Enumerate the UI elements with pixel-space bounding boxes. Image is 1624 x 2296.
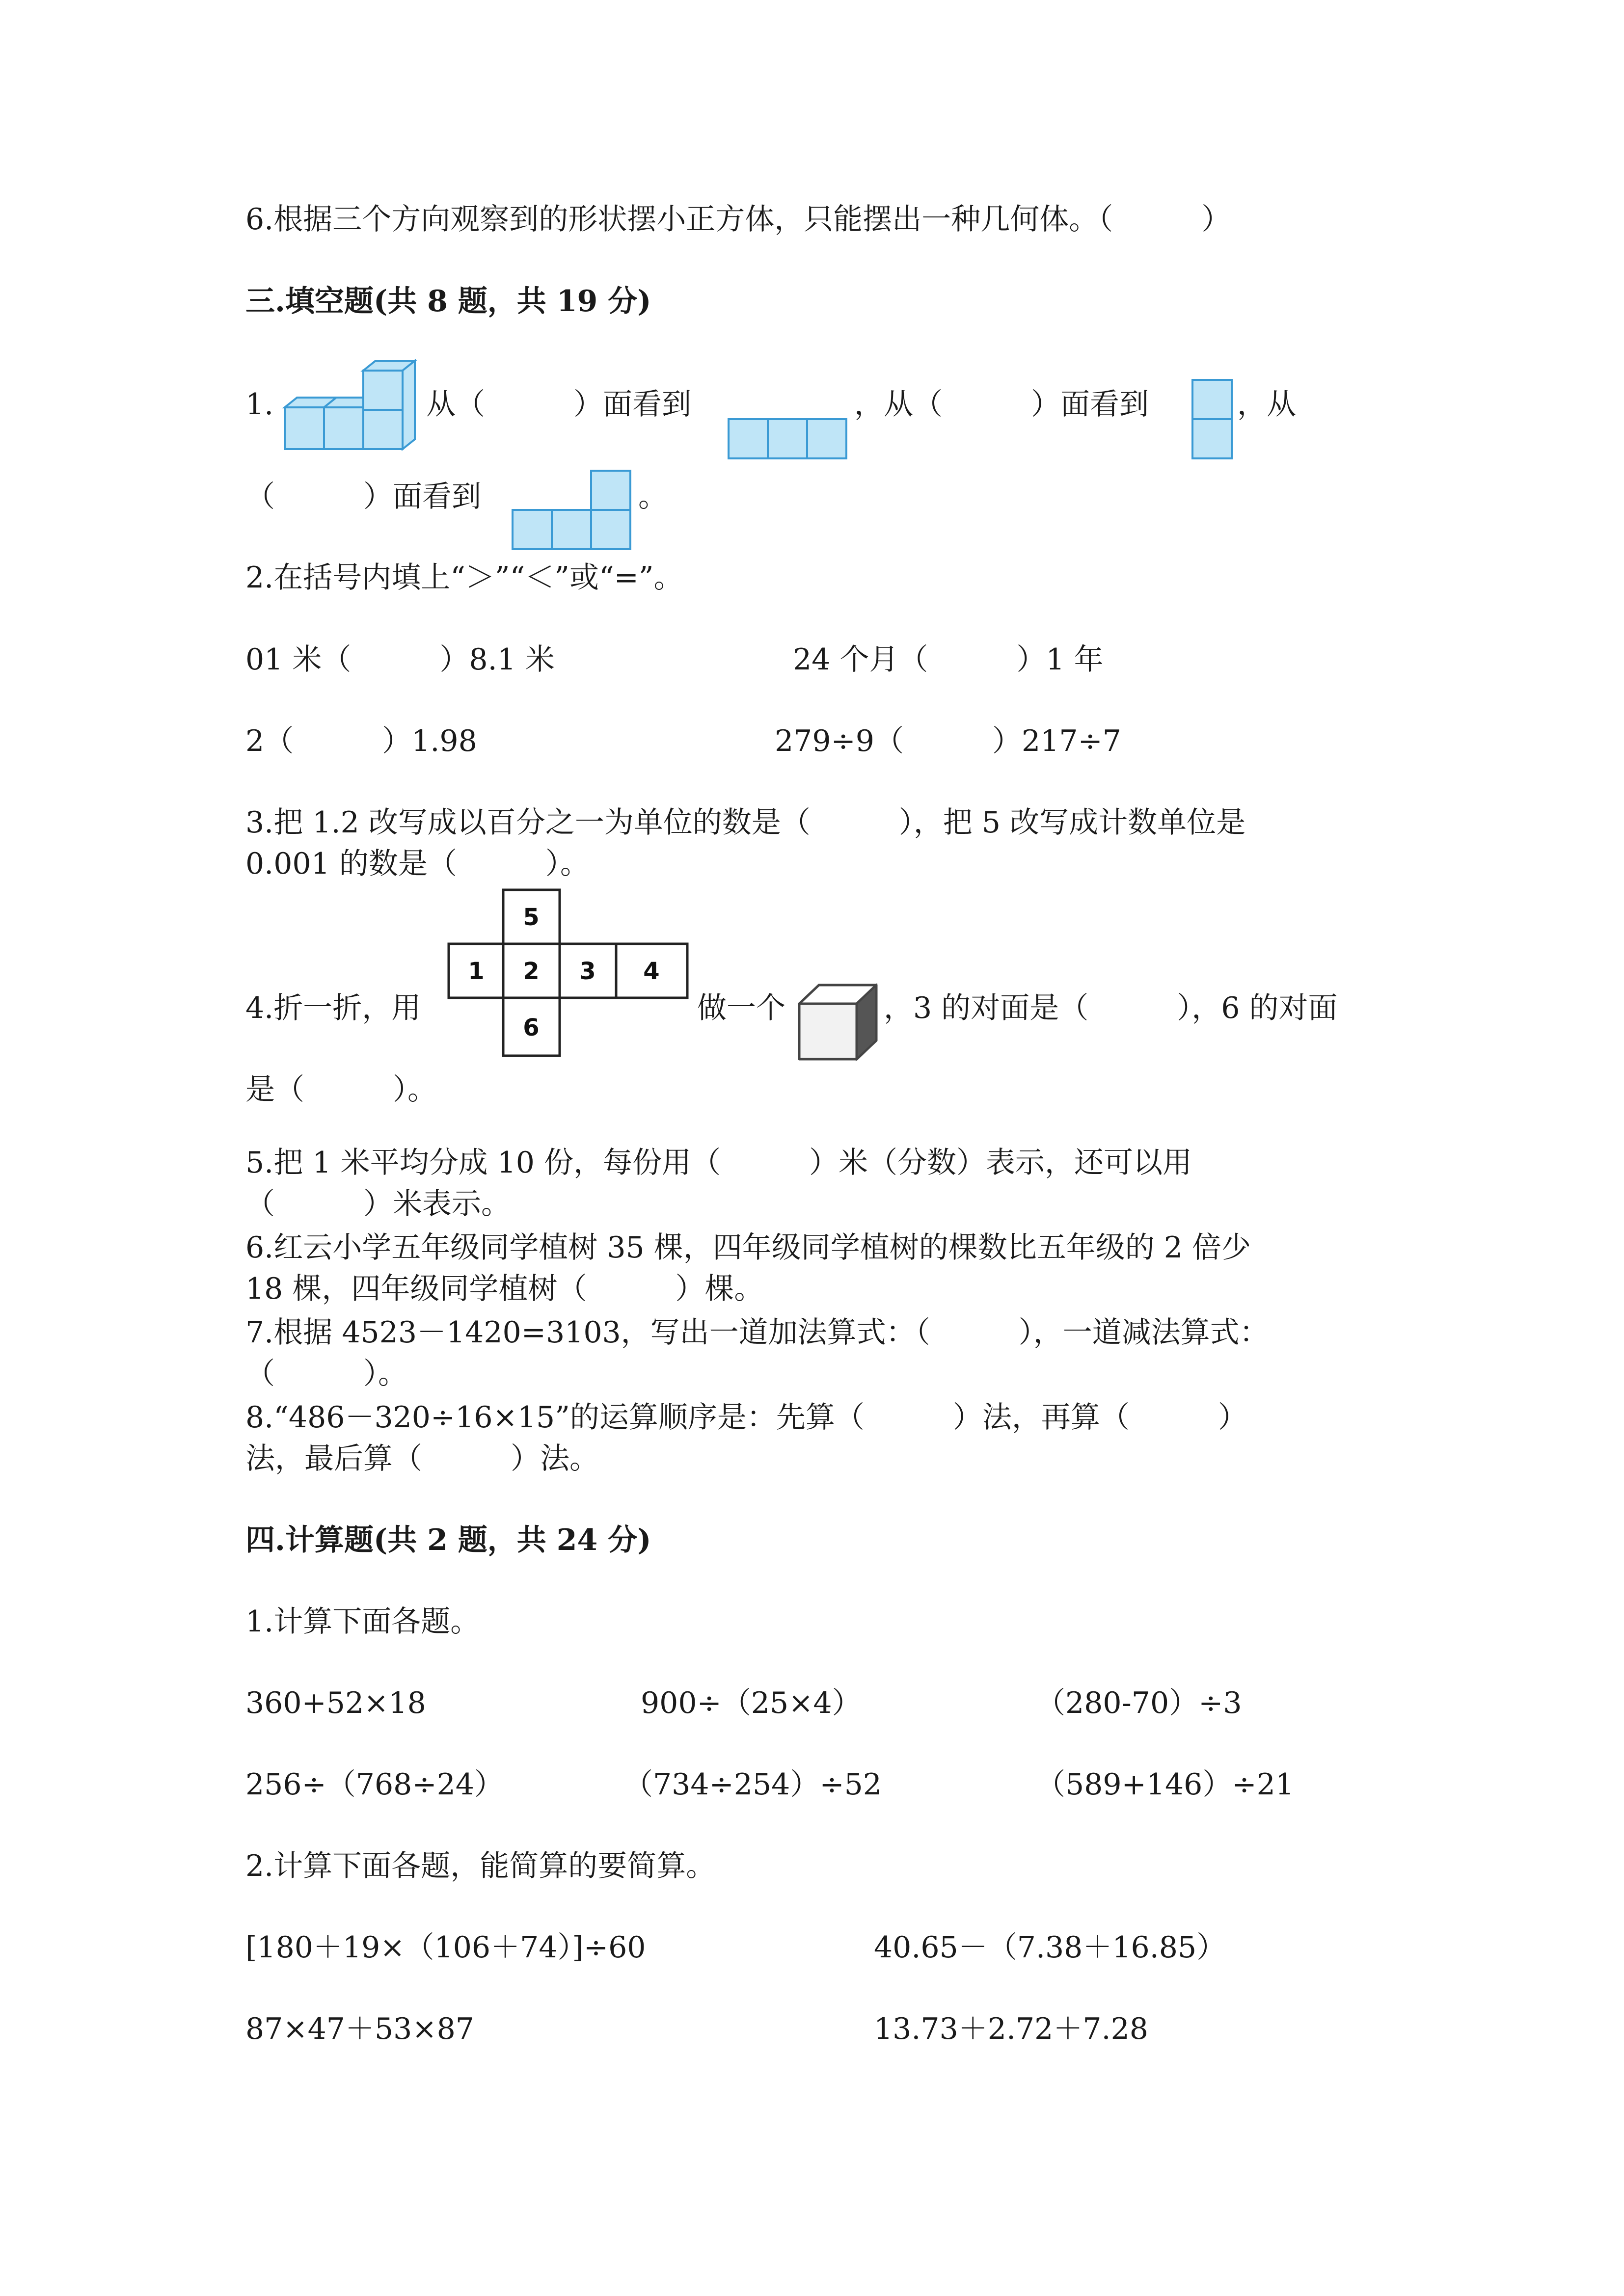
net-face-4: 4 bbox=[643, 958, 660, 985]
q3-4-text-a: 4.折一折，用 bbox=[245, 991, 421, 1025]
side-view-figure bbox=[1191, 378, 1235, 461]
net-face-5: 5 bbox=[523, 904, 540, 931]
q4-2-stem: 2.计算下面各题，能简算的要简算。 bbox=[245, 1849, 716, 1883]
section-3-heading: 三.填空题(共 8 题，共 19 分) bbox=[245, 284, 651, 319]
cube-figure bbox=[795, 979, 884, 1065]
net-face-6: 6 bbox=[523, 1014, 540, 1041]
q3-1-number: 1. bbox=[245, 387, 274, 422]
q4-1-r2c2: （734÷254）÷52 bbox=[623, 1767, 882, 1802]
net-face-2: 2 bbox=[523, 958, 540, 985]
q3-4-text-c: ，3 的对面是（ ），6 的对面 bbox=[884, 991, 1338, 1025]
q3-6-line2: 18 棵，四年级同学植树（ ）棵。 bbox=[245, 1272, 764, 1306]
q4-1-r2c3: （589+146）÷21 bbox=[1036, 1767, 1294, 1802]
q4-2-r2c2: 13.73＋2.72＋7.28 bbox=[874, 2012, 1148, 2046]
q4-2-r1c1: [180＋19×（106＋74）]÷60 bbox=[245, 1930, 646, 1965]
q3-2-stem: 2.在括号内填上“＞”“＜”或“=”。 bbox=[245, 561, 683, 595]
cube-net-figure bbox=[447, 886, 692, 1063]
q3-8-line1: 8.“486－320÷16×15”的运算顺序是：先算（ ）法，再算（ ） bbox=[245, 1400, 1247, 1435]
q3-2-r1c1: 01 米（ ）8.1 米 bbox=[245, 642, 555, 677]
q4-1-stem: 1.计算下面各题。 bbox=[245, 1604, 480, 1639]
q3-4-line2: 是（ ）。 bbox=[245, 1072, 437, 1107]
q4-2-r2c1: 87×47＋53×87 bbox=[245, 2012, 474, 2046]
q3-7-line1: 7.根据 4523－1420=3103，写出一道加法算式：（ ），一道减法算式： bbox=[245, 1315, 1269, 1350]
net-face-3: 3 bbox=[579, 958, 596, 985]
q3-5-line2: （ ）米表示。 bbox=[245, 1187, 511, 1221]
q4-1-r1c1: 360+52×18 bbox=[245, 1686, 426, 1720]
q3-1-text-c: ，从 bbox=[1237, 387, 1296, 422]
q3-6-line1: 6.红云小学五年级同学植树 35 棵，四年级同学植树的棵数比五年级的 2 倍少 bbox=[245, 1230, 1251, 1265]
q4-2-r1c2: 40.65－（7.38＋16.85） bbox=[874, 1930, 1226, 1965]
q3-1-text-e: 。 bbox=[638, 480, 668, 514]
q3-5-line1: 5.把 1 米平均分成 10 份，每份用（ ）米（分数）表示，还可以用 bbox=[245, 1146, 1192, 1180]
q4-1-r1c2: 900÷（25×4） bbox=[641, 1686, 862, 1720]
q3-4-text-b: 做一个 bbox=[697, 991, 785, 1025]
q3-3-line2: 0.001 的数是（ ）。 bbox=[245, 847, 590, 881]
front-view-figure bbox=[727, 417, 849, 461]
net-face-1: 1 bbox=[468, 958, 485, 985]
q4-1-r2c1: 256÷（768÷24） bbox=[245, 1767, 504, 1802]
q3-2-r2c1: 2（ ）1.98 bbox=[245, 724, 477, 758]
q3-1-text-b: ，从（ ）面看到 bbox=[854, 387, 1149, 422]
q3-3-line1: 3.把 1.2 改写成以百分之一为单位的数是（ ），把 5 改写成计数单位是 bbox=[245, 805, 1246, 840]
q3-7-line2: （ ）。 bbox=[245, 1357, 407, 1391]
top-view-figure bbox=[511, 469, 638, 552]
q3-1-text-d: （ ）面看到 bbox=[245, 480, 481, 514]
q4-1-r1c3: （280-70）÷3 bbox=[1036, 1686, 1242, 1720]
question-2-6: 6.根据三个方向观察到的形状摆小正方体，只能摆出一种几何体。（ ） bbox=[245, 202, 1231, 237]
cube-stack-figure bbox=[280, 358, 427, 461]
q3-2-r2c2: 279÷9（ ）217÷7 bbox=[775, 724, 1121, 758]
q3-1-text-a: 从（ ）面看到 bbox=[426, 387, 691, 422]
section-4-heading: 四.计算题(共 2 题，共 24 分) bbox=[245, 1523, 651, 1557]
q3-2-r1c2: 24 个月（ ）1 年 bbox=[793, 642, 1104, 677]
q3-8-line2: 法，最后算（ ）法。 bbox=[245, 1442, 599, 1476]
